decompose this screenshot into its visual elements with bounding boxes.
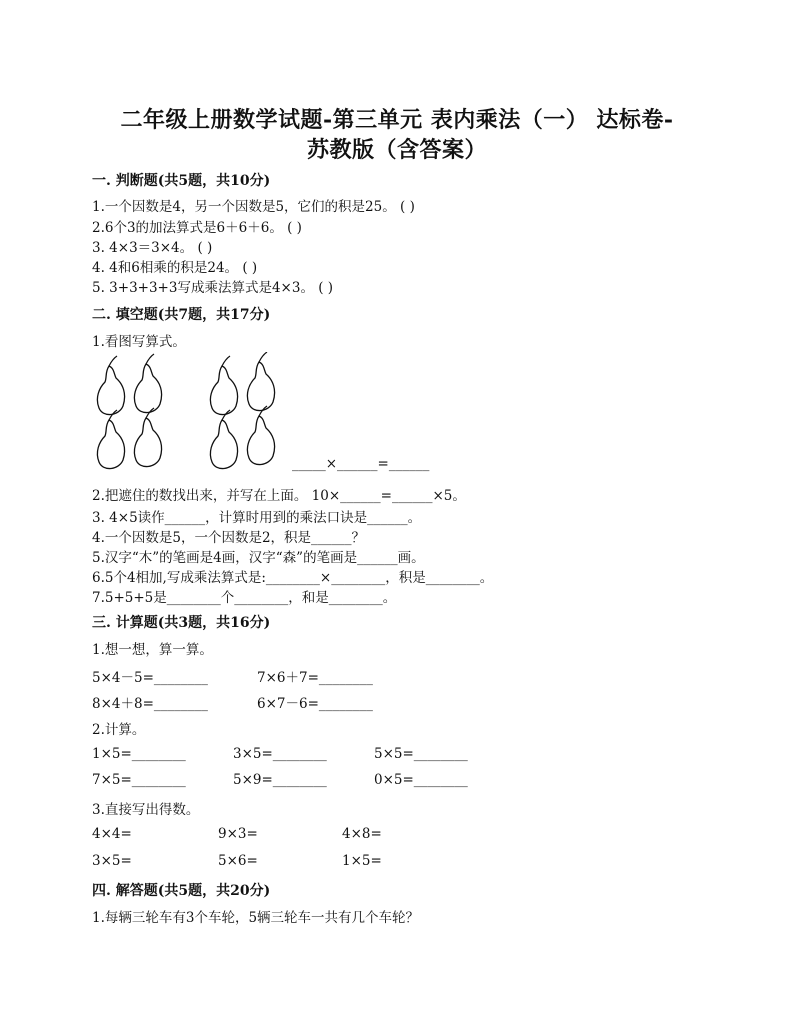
calc-question-2: 2.计算。 <box>92 722 146 738</box>
judgement-item: 5. 3+3+3+3写成乘法算式是4×3。 ( ) <box>92 280 334 296</box>
calc-item: 5×6= <box>218 853 258 869</box>
section-heading-fill: 二. 填空题(共7题，共17分) <box>92 307 271 323</box>
judgement-item: 4. 4和6相乘的积是24。 ( ) <box>92 260 258 276</box>
pear-icon <box>247 352 274 411</box>
fill-question-1: 1.看图写算式。 <box>92 334 186 350</box>
pears-figure <box>92 352 292 470</box>
judgement-item: 2.6个3的加法算式是6＋6＋6。 ( ) <box>92 220 302 236</box>
calc-question-1: 1.想一想，算一算。 <box>92 642 213 658</box>
calc-item: 4×4= <box>92 826 132 842</box>
pear-icon <box>210 356 237 415</box>
pear-icon <box>134 354 161 413</box>
answer-question-1: 1.每辆三轮车有3个车轮，5辆三轮车一共有几个车轮？ <box>92 910 420 926</box>
fill-question-1-answer: _____×______=______ <box>292 456 430 472</box>
pear-icon <box>97 410 124 469</box>
fill-item: 2.把遮住的数找出来，并写在上面。 10×______=______×5。 <box>92 488 466 504</box>
calc-item: 7×6＋7=________ <box>257 670 373 686</box>
calc-item: 3×5= <box>92 853 132 869</box>
calc-item: 5×9=________ <box>233 772 327 788</box>
pear-icon <box>134 408 161 467</box>
calc-item: 0×5=________ <box>374 772 468 788</box>
fill-item: 6.5个4相加,写成乘法算式是:________×________，积是________。 <box>92 570 494 586</box>
pear-icon <box>247 406 274 465</box>
calc-item: 1×5= <box>342 853 382 869</box>
calc-item: 3×5=________ <box>233 746 327 762</box>
calc-item: 7×5=________ <box>92 772 186 788</box>
section-heading-calc: 三. 计算题(共3题，共16分) <box>92 615 271 631</box>
calc-item: 8×4＋8=________ <box>92 696 208 712</box>
calc-item: 9×3= <box>218 826 258 842</box>
judgement-item: 3. 4×3＝3×4。 ( ) <box>92 240 213 256</box>
fill-item: 5.汉字“木”的笔画是4画，汉字“森”的笔画是______画。 <box>92 550 425 566</box>
calc-item: 1×5=________ <box>92 746 186 762</box>
fill-item: 4.一个因数是5，一个因数是2，积是______？ <box>92 530 366 546</box>
calc-item: 5×4－5=________ <box>92 670 208 686</box>
calc-item: 5×5=________ <box>374 746 468 762</box>
calc-item: 6×7－6=________ <box>257 696 373 712</box>
pear-icon <box>97 356 124 415</box>
judgement-item: 1.一个因数是4，另一个因数是5，它们的积是25。 ( ) <box>92 199 415 215</box>
calc-item: 4×8= <box>342 826 382 842</box>
fill-item: 7.5+5+5是________个________，和是________。 <box>92 590 397 606</box>
page-title-line2: 苏教版（含答案） <box>306 137 487 163</box>
section-heading-judgement: 一. 判断题(共5题，共10分) <box>92 173 271 189</box>
section-heading-answer: 四. 解答题(共5题，共20分) <box>92 883 271 899</box>
calc-question-3: 3.直接写出得数。 <box>92 802 200 818</box>
pear-icon <box>210 410 237 469</box>
fill-item: 3. 4×5读作______，计算时用到的乘法口诀是______。 <box>92 510 422 526</box>
page-title-line1: 二年级上册数学试题-第三单元 表内乘法（一） 达标卷- <box>120 107 674 133</box>
